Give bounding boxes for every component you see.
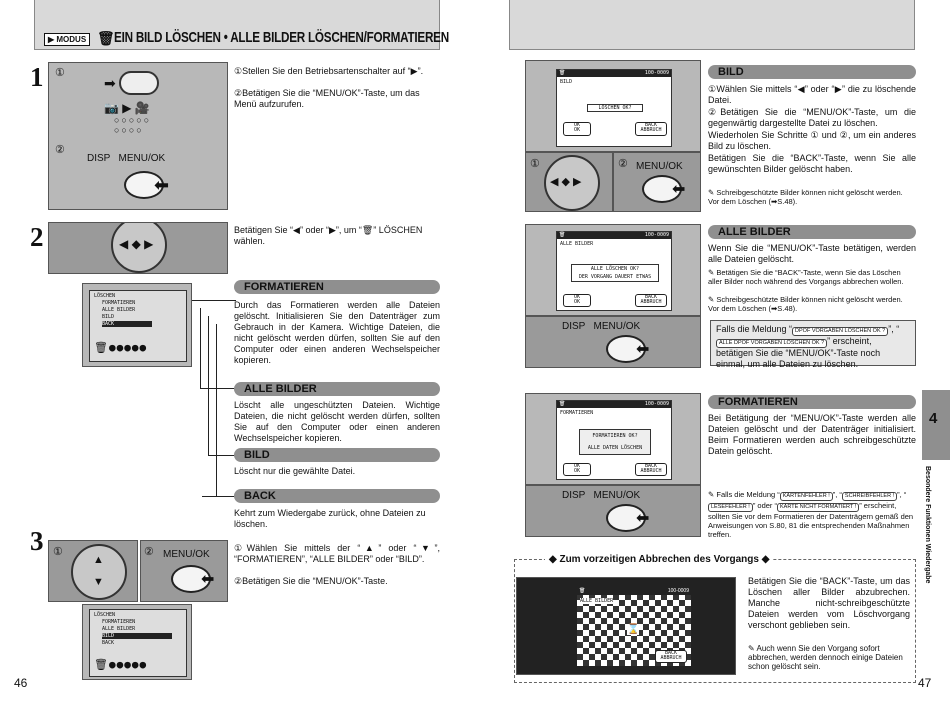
step3-text-2: ②Betätigen Sie die “MENU/OK”-Taste. xyxy=(234,576,388,586)
disp-menu-labels: DISP MENU/OK xyxy=(87,153,166,164)
alle-lcd-msg xyxy=(571,264,659,282)
step1-photo xyxy=(48,62,228,210)
bild-lcd-bar xyxy=(557,70,671,77)
format-note: ✎ Falls die Meldung “ KARTENFEHLER ! ”, “ SCHREIBFEHLER ! ”, “LESEFEHLER ! ” oder “ KARTE NICHT FORMATIERT ! ” erscheint, sollten Sie vor dem Formatieren der Datenträgern gemäß den Anweisungen von S.80, 81 die entsprechenden Maßnahmen treffen. xyxy=(708,490,914,539)
bild-text-1: ①Wählen Sie mittels “◀” oder “▶” die zu löschende Datei. xyxy=(708,84,916,105)
menu3-item-loschen: LÖSCHEN xyxy=(94,612,116,618)
modus-badge: ▶ MODUS xyxy=(44,33,90,46)
step2-text: Betätigen Sie “◀” oder “▶”, um “🗑” LÖSCHEN wählen. xyxy=(234,225,423,246)
alle-lcd-title: ALLE BILDER xyxy=(560,241,594,247)
alle-press-arrow-icon: ⬅ xyxy=(636,341,650,358)
chapter-title-vertical: Besondere Funktionen Wiedergabe xyxy=(924,466,931,584)
bild-text-2: ②Betätigen Sie die “MENU/OK”-Taste, um die gegenwärtig dargestellte Datei zu löschen. xyxy=(708,107,916,128)
alle-lcd xyxy=(556,231,672,311)
abort-note-text: Auch wenn Sie den Vorgang sofort abbrechen, werden dennoch einige Dateien schon gelöscht sein. xyxy=(748,644,903,671)
page-number-left: 46 xyxy=(14,676,28,690)
bild-text-4: Betätigen Sie die “BACK”-Taste, wenn Sie alle gewünschten Bilder gelöscht haben. xyxy=(708,153,916,174)
bild-text-3: Wiederholen Sie Schritte ① und ②, um ein anderes Bild zu löschen. xyxy=(708,130,916,151)
alle-lcd-bar xyxy=(557,232,671,239)
note-icon-format: ✎ xyxy=(708,490,715,499)
step3-circle-1: ① xyxy=(53,546,63,558)
callout-line-back-h xyxy=(202,496,236,497)
dpof-box-post: ” erscheint, betätigen Sie die “MENU/OK”-Taste noch einmal, um alle Dateien zu löschen. xyxy=(716,336,881,369)
format-lcd-msg xyxy=(579,429,651,455)
format-note-post: ” erscheint, sollten Sie vor dem Formatieren der Datenträgern gemäß den Anweisungen von S.80, 81 die entsprechenden Maßnahmen treffen. xyxy=(708,501,914,539)
bild-abbruch-label: ABBRUCH xyxy=(640,127,662,133)
menu-item-loschen: LÖSCHEN xyxy=(94,293,116,299)
section-head-back: BACK xyxy=(234,489,440,503)
alle-lcd-msg-1: ALLE LÖSCHEN OK? xyxy=(590,266,640,272)
section-head-formatieren: FORMATIEREN xyxy=(234,280,440,294)
page-title: EIN BILD LÖSCHEN • ALLE BILDER LÖSCHEN/FORMATIEREN xyxy=(114,29,449,46)
format-note-pre: Falls die Meldung “ xyxy=(716,490,780,499)
step3-text-1: ①Wählen Sie mittels der “▲” oder “▼”, “FORMATIEREN”, “ALLE BILDER” oder “BILD”. xyxy=(234,543,440,564)
step2-photo xyxy=(48,222,228,274)
format-lcd-frame xyxy=(525,393,701,485)
step3-photo-dpad xyxy=(48,540,138,602)
bild-arrow-left-right-icon: ◀ ◆ ▶ xyxy=(550,176,582,188)
abort-back-label: BACK xyxy=(664,650,678,656)
bild-circle-2: ② xyxy=(618,158,628,170)
bild-note xyxy=(708,188,916,206)
menu3-item-alle-bilder: ALLE BILDER xyxy=(102,626,136,632)
arrow-right-icon: ➡ xyxy=(104,75,116,91)
dpof-box-mid: ”, “ xyxy=(888,324,900,334)
format-ok-label: OK xyxy=(573,463,581,469)
menu-item-bild: BILD xyxy=(102,314,115,320)
alle-lcd-frame xyxy=(525,224,701,316)
format-text: Bei Betätigung der “MENU/OK”-Taste werden alle Dateien gelöscht und der Datenträger initialisiert. Beim Formatieren werden auch schreibgeschützte Datein gelöscht. xyxy=(708,413,916,456)
bild-press-arrow-icon: ⬅ xyxy=(672,181,686,198)
step1-circle-1: ① xyxy=(55,67,65,79)
press-arrow-icon-step3: ⬅ xyxy=(201,571,215,588)
trash-icon: 🗑 xyxy=(97,30,115,46)
format-chip-3: LESEFEHLER ! xyxy=(708,503,753,512)
alle-back-label: BACK xyxy=(644,294,658,300)
alle-disp-menu-labels: DISP MENU/OK xyxy=(562,321,641,332)
trash-icon-lcd-alle: 🗑 xyxy=(559,232,566,238)
menu3-item-bild: BILD xyxy=(102,633,172,639)
menu-icon-row: 🗑●●●●● xyxy=(94,341,148,354)
section-head-alle-bilder: ALLE BILDER xyxy=(234,382,440,396)
menu-item-alle-bilder: ALLE BILDER xyxy=(102,307,136,313)
menu3-item-formatieren: FORMATIEREN xyxy=(102,619,136,625)
format-abbruch-label: ABBRUCH xyxy=(640,468,662,474)
format-head: FORMATIEREN xyxy=(708,395,916,409)
menu3-item-back: BACK xyxy=(102,640,115,646)
bild-ok-sub: OK xyxy=(573,127,581,133)
alle-lcd-msg-2: DER VORGANG DAUERT ETWAS xyxy=(578,274,652,280)
alle-head: ALLE BILDER xyxy=(708,225,916,239)
abort-back-button xyxy=(655,650,687,663)
abort-lcd-bar xyxy=(577,588,691,595)
callout-line-alle-h xyxy=(200,388,236,389)
section-body-formatieren: Durch das Formatieren werden alle Dateien gelöscht. Initialisieren Sie den Datenträger zum Gebrauch in der Kamera. Wichtige Dateien, die nicht gelöscht werden dürfen, sollten Sie auf den Computer oder einen anderen Wechselspeicher kopieren. xyxy=(234,300,440,365)
callout-line-bild xyxy=(208,316,209,456)
bild-menu-ok-label: MENU/OK xyxy=(636,161,683,172)
step3-lcd xyxy=(89,609,187,677)
step-number-2: 2 xyxy=(30,222,44,252)
format-back-button xyxy=(635,463,667,476)
step3-circle-2: ② xyxy=(144,546,154,558)
alle-lcd-counter: 100-0009 xyxy=(644,232,669,238)
format-chip-4: KARTE NICHT FORMATIERT ! xyxy=(777,503,859,512)
step3-photo-menu xyxy=(140,540,228,602)
alle-ok-sub: OK xyxy=(573,299,581,305)
bild-head: BILD xyxy=(708,65,916,79)
abort-text: Betätigen Sie die “BACK”-Taste, um das Löschen aller Bilder abzubrechen. Manche nicht-schreibgeschützte Dateien werden vom Löschvorgang verschont geblieben sein. xyxy=(748,576,910,630)
abort-heading: ◆ Zum vorzeitigen Abbrechen des Vorgangs ◆ xyxy=(545,554,773,565)
abort-lcd-screen xyxy=(577,588,691,666)
trash-icon-lcd: 🗑 xyxy=(559,70,566,76)
dpof-box-pre: Falls die Meldung “ xyxy=(716,324,793,334)
alle-ok-label: OK xyxy=(573,294,581,300)
format-lcd-msg-2: ALLE DATEN LÖSCHEN xyxy=(587,445,643,451)
format-button-photo xyxy=(525,485,701,537)
format-ok-button xyxy=(563,463,591,476)
menu-ok-label: MENU/OK xyxy=(163,549,210,560)
dpof-info-box xyxy=(710,320,916,369)
dpof-chip-1: DPOF VORGABEN LÖSCHEN OK ? xyxy=(792,327,888,336)
section-body-alle-bilder: Löscht alle ungeschützten Dateien. Wichtige Dateien, die nicht gelöscht werden dürfen, sollten Sie auf den Computer oder einen anderen Wechselspeicher kopieren. xyxy=(234,400,440,443)
format-chip-2: SCHREIBFEHLER ! xyxy=(842,492,897,501)
alle-ok-button xyxy=(563,294,591,307)
alle-abbruch-label: ABBRUCH xyxy=(640,299,662,305)
bild-circle-1: ① xyxy=(530,158,540,170)
callout-line-alle xyxy=(200,308,201,388)
callout-line-bild-h xyxy=(208,455,236,456)
dial-dots: ○○○○○ ○○○○ xyxy=(114,115,152,135)
abort-lcd-title: ALLE BILDER xyxy=(580,598,614,604)
dpof-chip-2: ALLE DPOF VORGABEN LÖSCHEN OK ? xyxy=(716,339,827,348)
step-number-3: 3 xyxy=(30,526,44,556)
right-header-band xyxy=(509,0,915,50)
alle-note-2 xyxy=(708,295,916,313)
bild-back-button xyxy=(635,122,667,136)
format-lcd xyxy=(556,400,672,480)
note-icon-alle-2: ✎ xyxy=(708,295,715,304)
bild-lcd-counter: 100-0009 xyxy=(644,70,669,76)
camera-icon: 📷 ▶ 🎥 xyxy=(104,101,150,115)
format-chip-1: KARTENFEHLER ! xyxy=(780,492,833,501)
format-lcd-counter: 100-0009 xyxy=(644,401,669,407)
callout-line-back xyxy=(216,324,217,496)
abort-note xyxy=(748,644,910,671)
alle-note-1 xyxy=(708,268,916,286)
step2-lcd xyxy=(89,290,187,362)
menu-item-formatieren: FORMATIEREN xyxy=(102,300,136,306)
abort-lcd-counter: 100-0009 xyxy=(667,588,689,594)
section-body-back: Kehrt zum Wiedergabe zurück, ohne Dateien zu löschen. xyxy=(234,508,426,529)
alle-note-2-text: Schreibgeschützte Bilder können nicht gelöscht werden. Vor dem Löschen (➡S.48). xyxy=(708,295,903,313)
step3-menu-screen xyxy=(82,604,192,680)
hourglass-icon: ⌛ xyxy=(627,624,640,635)
bild-note-text: Schreibgeschützte Bilder können nicht gelöscht werden. Vor dem Löschen (➡S.48). xyxy=(708,188,903,206)
arrow-left-right-icon: ◀ ◆ ▶ xyxy=(119,237,154,251)
note-icon-alle-1: ✎ xyxy=(708,268,715,277)
alle-note-1-text: Betätigen Sie die “BACK”-Taste, wenn Sie das Löschen aller Bilder noch während des Vorgangs abbrechen wollen. xyxy=(708,268,904,286)
alle-back-button xyxy=(635,294,667,307)
bild-menu-photo xyxy=(613,152,701,212)
step-number-1: 1 xyxy=(30,62,44,92)
format-back-label: BACK xyxy=(644,463,658,469)
page-number-right: 47 xyxy=(918,676,932,690)
bild-lcd-frame xyxy=(525,60,701,152)
chapter-number: 4 xyxy=(929,410,938,427)
bild-back-label: BACK xyxy=(644,122,658,128)
bild-ok-button xyxy=(563,122,591,136)
mode-switch xyxy=(119,71,159,95)
menu3-icon-row: 🗑●●●●● xyxy=(94,658,148,671)
format-lcd-msg-1: FORMATIEREN OK? xyxy=(592,433,638,439)
trash-icon-lcd-abort: 🗑 xyxy=(579,588,586,594)
abort-lcd-frame xyxy=(516,577,736,675)
bild-dpad-photo xyxy=(525,152,613,212)
abort-abbruch-label: ABBRUCH xyxy=(660,655,682,661)
alle-text: Wenn Sie die “MENU/OK”-Taste betätigen, werden alle Dateien gelöscht. xyxy=(708,243,916,264)
step1-text-1: ①Stellen Sie den Betriebsartenschalter auf “▶”. xyxy=(234,66,424,76)
bild-lcd xyxy=(556,69,672,147)
format-ok-sub: OK xyxy=(573,468,581,474)
alle-button-photo xyxy=(525,316,701,368)
trash-icon-lcd-format: 🗑 xyxy=(559,401,566,407)
bild-lcd-msg: LÖSCHEN OK? xyxy=(587,104,643,112)
bild-ok-label: OK xyxy=(573,122,581,128)
format-disp-menu-labels: DISP MENU/OK xyxy=(562,490,641,501)
bild-lcd-title: BILD xyxy=(560,79,573,85)
format-lcd-bar xyxy=(557,401,671,408)
arrow-up-down-icon: ▲ ▼ xyxy=(93,554,104,588)
step1-text-2: ②Betätigen Sie die “MENU/OK”-Taste, um das Menü aufzurufen. xyxy=(234,88,420,109)
note-icon-abort: ✎ xyxy=(748,644,755,653)
menu-item-back: BACK xyxy=(102,321,152,327)
step1-circle-2: ② xyxy=(55,144,65,156)
note-icon: ✎ xyxy=(708,188,715,197)
section-body-bild: Löscht nur die gewählte Datei. xyxy=(234,466,356,476)
section-head-bild: BILD xyxy=(234,448,440,462)
format-lcd-title: FORMATIEREN xyxy=(560,410,594,416)
step2-menu-screen xyxy=(82,283,192,367)
callout-line-format xyxy=(192,300,236,301)
format-press-arrow-icon: ⬅ xyxy=(636,510,650,527)
press-arrow-icon: ⬅ xyxy=(154,175,170,195)
